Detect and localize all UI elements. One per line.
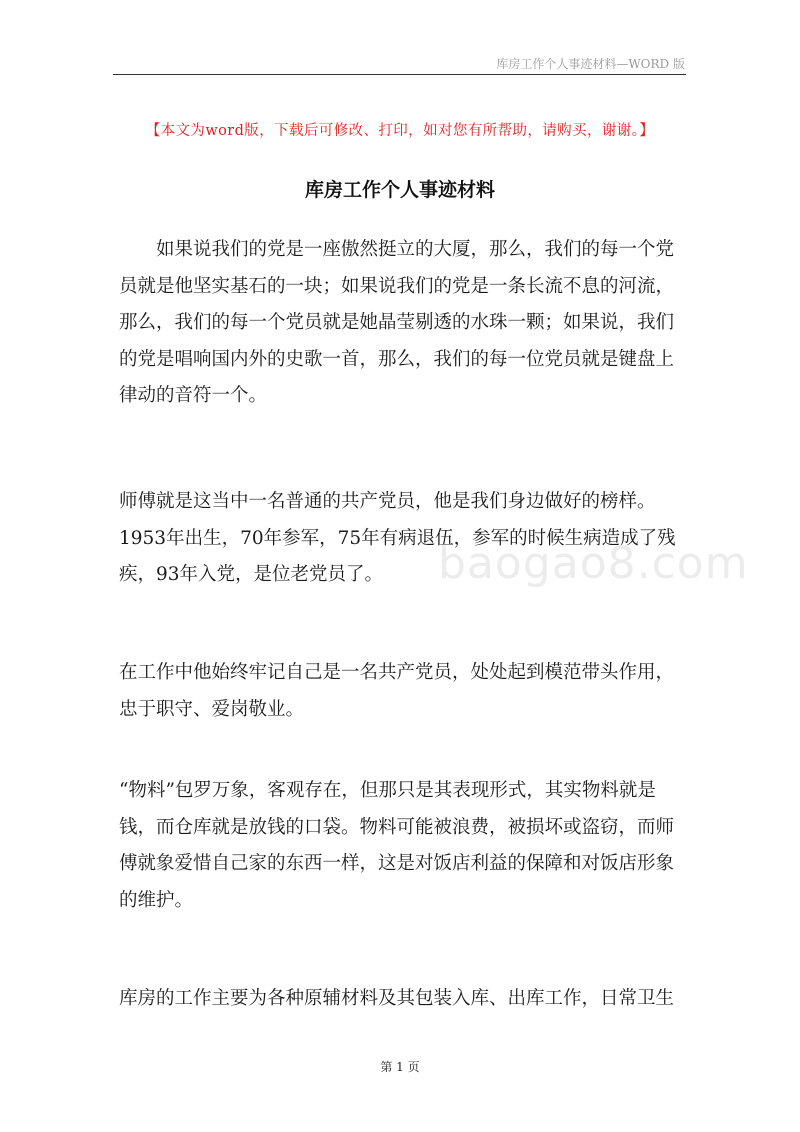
paragraph-5: 库房的工作主要为各种原辅材料及其包装入库、出库工作，日常卫生	[119, 988, 675, 1009]
document-title: 库房工作个人事迹材料	[304, 179, 495, 201]
purchase-notice: 【本文为word版，下载后可修改、打印，如对您有所帮助，请购买，谢谢。】	[145, 123, 655, 139]
paragraph-4: “物料”包罗万象，客观存在，但那只是其表现形式，其实物料就是钱，而仓库就是放钱的口袋。物料可能被浪费，被损坏或盗窃，而师傅就象爱惜自己家的东西一样，这是对饭店利益的保障和对饭店形象的维护。	[119, 780, 675, 911]
running-header-title: 库房工作个人事迹材料—WORD 版	[496, 57, 685, 71]
paragraph-1: 如果说我们的党是一座傲然挺立的大厦，那么，我们的每一个党员就是他坚实基石的一块；如果说我们的党是一条长流不息的河流，那么，我们的每一个党员就是她晶莹剔透的水珠一颗；如果说，我们的党是唱响国内外的史歌一首，那么，我们的每一位党员就是键盘上律动的音符一个。	[119, 239, 675, 406]
header-divider	[113, 74, 686, 75]
paragraph-3: 在工作中他始终牢记自己是一名共产党员，处处起到模范带头作用，忠于职守、爱岗敬业。	[119, 662, 675, 720]
page-number: 第 1 页	[380, 1060, 420, 1074]
paragraph-2: 师傅就是这当中一名普通的共产党员，他是我们身边做好的榜样。1953年出生，70年参军，75年有病退伍，参军的时候生病造成了残疾，93年入党，是位老党员了。	[119, 491, 676, 585]
site-watermark: baogao8.com	[438, 538, 749, 589]
